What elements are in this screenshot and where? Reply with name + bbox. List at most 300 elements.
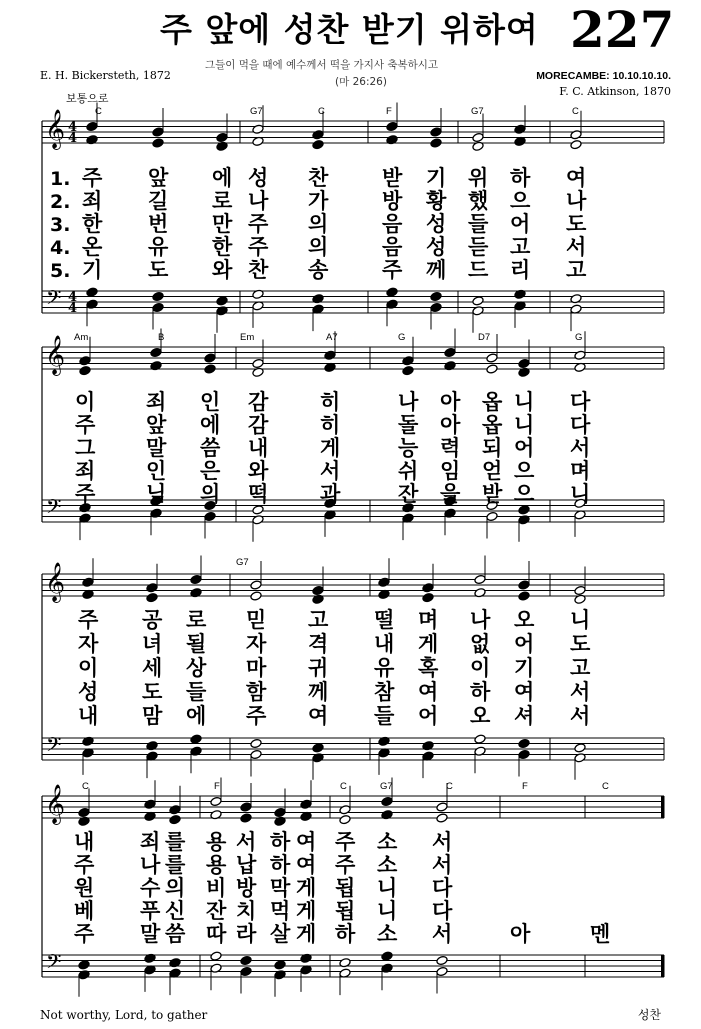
notehead bbox=[252, 124, 264, 134]
notehead bbox=[146, 592, 158, 602]
time-signature: 4 bbox=[68, 301, 78, 316]
lyric-syllable: 고 bbox=[510, 235, 531, 259]
lyric-syllable: 다 bbox=[570, 390, 591, 414]
lyric-syllable: 서 bbox=[432, 853, 453, 877]
lyric-syllable: 에 bbox=[212, 166, 233, 190]
notehead bbox=[86, 121, 98, 131]
chord-symbol: G7 bbox=[236, 557, 249, 568]
lyric-syllable: 니 bbox=[514, 413, 535, 437]
lyric-syllable: 공 bbox=[142, 608, 163, 632]
lyric-syllable: 여 bbox=[296, 853, 317, 877]
lyric-syllable: 세 bbox=[142, 656, 163, 680]
time-signature: 4 bbox=[68, 290, 78, 305]
lyric-syllable: 과 bbox=[320, 482, 341, 506]
notehead bbox=[79, 356, 91, 366]
notehead bbox=[250, 738, 262, 748]
scripture-reference: (마 26:26) bbox=[335, 76, 387, 88]
english-title: Not worthy, Lord, to gather bbox=[40, 1008, 208, 1022]
lyric-syllable: 소 bbox=[377, 853, 398, 877]
lyric-syllable: 나 bbox=[140, 853, 161, 877]
lyric-syllable: 드 bbox=[468, 258, 489, 282]
notehead bbox=[422, 592, 434, 602]
lyric-syllable: 먹 bbox=[270, 899, 291, 923]
lyric-syllable: 주 bbox=[246, 704, 267, 728]
notehead bbox=[79, 365, 91, 375]
notehead bbox=[252, 505, 264, 515]
lyric-syllable: 함 bbox=[246, 680, 267, 704]
lyric-syllable: 기 bbox=[82, 258, 103, 282]
notehead bbox=[436, 802, 448, 812]
notehead bbox=[474, 734, 486, 744]
notehead bbox=[300, 799, 312, 809]
notehead bbox=[204, 511, 216, 521]
lyric-syllable: 주 bbox=[335, 830, 356, 854]
lyric-syllable: 니 bbox=[570, 608, 591, 632]
lyric-syllable: 됩 bbox=[335, 899, 356, 923]
chord-symbol: C bbox=[95, 106, 102, 117]
lyric-syllable: 기 bbox=[514, 656, 535, 680]
notehead bbox=[472, 296, 484, 306]
notehead bbox=[82, 577, 94, 587]
treble-clef-icon: 𝄞 bbox=[45, 784, 66, 824]
lyric-syllable: 원 bbox=[74, 876, 95, 900]
lyric-syllable: 어 bbox=[514, 436, 535, 460]
lyric-syllable: 아 bbox=[440, 390, 461, 414]
lyric-syllable: 다 bbox=[432, 876, 453, 900]
lyric-syllable: 자 bbox=[246, 632, 267, 656]
treble-clef-icon: 𝄞 bbox=[45, 109, 66, 149]
lyric-syllable: 음 bbox=[382, 212, 403, 236]
lyric-syllable: 한 bbox=[82, 212, 103, 236]
notehead bbox=[474, 574, 486, 584]
final-barline bbox=[661, 955, 664, 977]
lyric-syllable: 따 bbox=[206, 922, 227, 946]
treble-staff bbox=[42, 347, 664, 369]
lyric-syllable: 돌 bbox=[398, 413, 419, 437]
lyric-syllable: 고 bbox=[308, 608, 329, 632]
lyric-syllable: 에 bbox=[186, 704, 207, 728]
lyric-syllable: 신 bbox=[165, 899, 186, 923]
notehead bbox=[430, 127, 442, 137]
lyric-syllable: 께 bbox=[426, 258, 447, 282]
lyric-syllable: 도 bbox=[148, 258, 169, 282]
lyric-syllable: 주 bbox=[75, 482, 96, 506]
notehead bbox=[339, 805, 351, 815]
author-credit: E. H. Bickersteth, 1872 bbox=[40, 69, 171, 82]
bass-clef-icon: 𝄢 bbox=[46, 950, 62, 978]
chord-symbol: D7 bbox=[478, 332, 491, 343]
tempo-marking: 보통으로 bbox=[66, 92, 109, 105]
lyric-syllable: 서 bbox=[570, 436, 591, 460]
lyric-syllable: 주 bbox=[74, 922, 95, 946]
notehead bbox=[204, 353, 216, 363]
lyric-syllable: 씀 bbox=[200, 436, 221, 460]
treble-clef-icon: 𝄞 bbox=[45, 335, 66, 375]
lyric-syllable: 성 bbox=[426, 212, 447, 236]
lyric-syllable: 막 bbox=[270, 876, 291, 900]
lyric-syllable: 로 bbox=[212, 189, 233, 213]
lyric-syllable: 얻 bbox=[482, 459, 503, 483]
lyric-syllable: 여 bbox=[296, 830, 317, 854]
lyric-syllable: 어 bbox=[514, 632, 535, 656]
lyric-syllable: 니 bbox=[377, 899, 398, 923]
lyric-syllable: 참 bbox=[374, 680, 395, 704]
notehead bbox=[514, 124, 526, 134]
lyric-syllable: 앞 bbox=[148, 166, 169, 190]
lyric-syllable: 셔 bbox=[514, 704, 535, 728]
chord-symbol: C bbox=[446, 781, 453, 792]
lyric-syllable: 서 bbox=[570, 680, 591, 704]
notehead bbox=[339, 814, 351, 824]
lyric-syllable: 와 bbox=[248, 459, 269, 483]
notehead bbox=[472, 132, 484, 142]
lyric-syllable: 다 bbox=[570, 413, 591, 437]
lyric-syllable: 력 bbox=[440, 436, 461, 460]
lyric-syllable: 고 bbox=[566, 258, 587, 282]
lyric-syllable: 성 bbox=[248, 166, 269, 190]
lyric-syllable: 니 bbox=[514, 390, 535, 414]
time-signature: 4 bbox=[68, 131, 78, 146]
lyric-syllable: 귀 bbox=[308, 656, 329, 680]
lyric-syllable: 인 bbox=[200, 390, 221, 414]
lyric-syllable: 주 bbox=[335, 853, 356, 877]
notehead bbox=[486, 511, 498, 521]
lyric-syllable: 주 bbox=[74, 853, 95, 877]
notehead bbox=[436, 966, 448, 976]
notehead bbox=[240, 966, 252, 976]
lyric-syllable: 서 bbox=[566, 235, 587, 259]
hymn-number: 227 bbox=[570, 0, 675, 59]
lyric-syllable: 씀 bbox=[165, 922, 186, 946]
verse-number: 4. bbox=[50, 237, 71, 259]
chord-symbol: F bbox=[214, 781, 220, 792]
lyric-syllable: 히 bbox=[320, 390, 341, 414]
lyric-syllable: 되 bbox=[482, 436, 503, 460]
chord-symbol: F bbox=[386, 106, 392, 117]
notehead bbox=[250, 580, 262, 590]
amen-syllable: 아 bbox=[510, 922, 531, 946]
lyric-syllable: 없 bbox=[470, 632, 491, 656]
notehead bbox=[486, 353, 498, 363]
lyric-syllable: 유 bbox=[148, 235, 169, 259]
lyric-syllable: 상 bbox=[186, 656, 207, 680]
lyric-syllable: 고 bbox=[570, 656, 591, 680]
treble-clef-icon: 𝄞 bbox=[45, 562, 66, 602]
lyric-syllable: 푸 bbox=[140, 899, 161, 923]
lyric-syllable: 방 bbox=[382, 189, 403, 213]
notehead bbox=[570, 130, 582, 140]
lyric-syllable: 게 bbox=[296, 876, 317, 900]
lyric-syllable: 이 bbox=[78, 656, 99, 680]
notehead bbox=[78, 807, 90, 817]
notehead bbox=[190, 574, 202, 584]
notehead bbox=[152, 127, 164, 137]
lyric-syllable: 살 bbox=[270, 922, 291, 946]
notehead bbox=[86, 287, 98, 297]
lyric-syllable: 하 bbox=[270, 830, 291, 854]
notehead bbox=[169, 805, 181, 815]
lyric-syllable: 듣 bbox=[468, 235, 489, 259]
lyric-syllable: 소 bbox=[377, 830, 398, 854]
lyric-syllable: 하 bbox=[470, 680, 491, 704]
notehead bbox=[240, 802, 252, 812]
lyric-syllable: 서 bbox=[320, 459, 341, 483]
lyric-syllable: 으 bbox=[514, 459, 535, 483]
lyric-syllable: 받 bbox=[482, 482, 503, 506]
lyric-syllable: 베 bbox=[74, 899, 95, 923]
lyric-syllable: 나 bbox=[566, 189, 587, 213]
lyric-syllable: 성 bbox=[426, 235, 447, 259]
lyric-syllable: 한 bbox=[212, 235, 233, 259]
lyric-syllable: 들 bbox=[186, 680, 207, 704]
lyric-syllable: 용 bbox=[206, 853, 227, 877]
notehead bbox=[518, 358, 530, 368]
lyric-syllable: 서 bbox=[236, 830, 257, 854]
notehead bbox=[312, 743, 324, 753]
lyric-syllable: 내 bbox=[78, 704, 99, 728]
lyric-syllable: 와 bbox=[212, 258, 233, 282]
chord-symbol: A7 bbox=[326, 332, 338, 343]
notehead bbox=[150, 347, 162, 357]
lyric-syllable: 맘 bbox=[142, 704, 163, 728]
notehead bbox=[402, 356, 414, 366]
lyric-syllable: 죄 bbox=[75, 459, 96, 483]
notehead bbox=[381, 796, 393, 806]
lyric-syllable: 주 bbox=[75, 413, 96, 437]
notehead bbox=[312, 130, 324, 140]
lyric-syllable: 도 bbox=[570, 632, 591, 656]
lyric-syllable: 히 bbox=[320, 413, 341, 437]
notehead bbox=[216, 296, 228, 306]
notehead bbox=[518, 591, 530, 601]
notehead bbox=[574, 350, 586, 360]
notehead bbox=[152, 291, 164, 301]
lyric-syllable: 서 bbox=[432, 830, 453, 854]
lyric-syllable: 기 bbox=[426, 166, 447, 190]
lyric-syllable: 님 bbox=[146, 482, 167, 506]
page-title: 주 앞에 성찬 받기 위하여 bbox=[160, 10, 539, 49]
notehead bbox=[436, 813, 448, 823]
lyric-syllable: 게 bbox=[296, 899, 317, 923]
lyric-syllable: 내 bbox=[248, 436, 269, 460]
lyric-syllable: 송 bbox=[308, 258, 329, 282]
lyric-syllable: 임 bbox=[440, 459, 461, 483]
chord-symbol: C bbox=[572, 106, 579, 117]
lyric-syllable: 그 bbox=[75, 436, 96, 460]
final-barline bbox=[661, 796, 664, 818]
lyric-syllable: 니 bbox=[570, 482, 591, 506]
chord-symbol: C bbox=[82, 781, 89, 792]
treble-staff bbox=[42, 796, 664, 818]
notehead bbox=[324, 350, 336, 360]
lyric-syllable: 믿 bbox=[246, 608, 267, 632]
lyric-syllable: 도 bbox=[142, 680, 163, 704]
lyric-syllable: 황 bbox=[426, 189, 447, 213]
lyric-syllable: 내 bbox=[74, 830, 95, 854]
notehead bbox=[486, 364, 498, 374]
lyric-syllable: 은 bbox=[200, 459, 221, 483]
lyric-syllable: 성 bbox=[78, 680, 99, 704]
notehead bbox=[144, 799, 156, 809]
notehead bbox=[378, 577, 390, 587]
lyric-syllable: 소 bbox=[377, 922, 398, 946]
lyric-syllable: 쉬 bbox=[398, 459, 419, 483]
lyric-syllable: 주 bbox=[248, 235, 269, 259]
lyric-syllable: 을 bbox=[440, 482, 461, 506]
notehead bbox=[312, 585, 324, 595]
notehead bbox=[518, 580, 530, 590]
chord-symbol: Am bbox=[74, 332, 89, 343]
lyric-syllable: 감 bbox=[248, 413, 269, 437]
notehead bbox=[381, 951, 393, 961]
lyric-syllable: 이 bbox=[75, 390, 96, 414]
notehead bbox=[430, 302, 442, 312]
notehead bbox=[430, 291, 442, 301]
chord-symbol: G7 bbox=[250, 106, 263, 117]
lyric-syllable: 를 bbox=[165, 830, 186, 854]
lyric-syllable: 나 bbox=[398, 390, 419, 414]
lyric-syllable: 주 bbox=[248, 212, 269, 236]
verse-number: 3. bbox=[50, 214, 71, 236]
lyric-syllable: 들 bbox=[468, 212, 489, 236]
lyric-syllable: 능 bbox=[398, 436, 419, 460]
lyric-syllable: 어 bbox=[418, 704, 439, 728]
lyric-syllable: 로 bbox=[186, 608, 207, 632]
lyric-syllable: 용 bbox=[206, 830, 227, 854]
notehead bbox=[436, 955, 448, 965]
notehead bbox=[204, 364, 216, 374]
tune-name: MORECAMBE: 10.10.10.10. bbox=[536, 70, 671, 82]
notehead bbox=[240, 955, 252, 965]
hymn-category: 성찬 bbox=[637, 1008, 661, 1022]
lyric-syllable: 여 bbox=[566, 166, 587, 190]
lyric-syllable: 오 bbox=[470, 704, 491, 728]
notehead bbox=[250, 749, 262, 759]
chord-symbol: B bbox=[158, 332, 165, 343]
chord-symbol: C bbox=[318, 106, 325, 117]
notehead bbox=[252, 358, 264, 368]
lyric-syllable: 됩 bbox=[335, 876, 356, 900]
lyric-syllable: 번 bbox=[148, 212, 169, 236]
lyric-syllable: 말 bbox=[140, 922, 161, 946]
lyric-syllable: 인 bbox=[146, 459, 167, 483]
lyric-syllable: 니 bbox=[377, 876, 398, 900]
notehead bbox=[274, 807, 286, 817]
notehead bbox=[518, 505, 530, 515]
lyric-syllable: 말 bbox=[146, 436, 167, 460]
lyric-syllable: 주 bbox=[82, 166, 103, 190]
notehead bbox=[430, 138, 442, 148]
lyric-syllable: 에 bbox=[200, 413, 221, 437]
notehead bbox=[216, 132, 228, 142]
notehead bbox=[210, 796, 222, 806]
notehead bbox=[250, 591, 262, 601]
lyric-syllable: 라 bbox=[236, 922, 257, 946]
lyric-syllable: 며 bbox=[570, 459, 591, 483]
lyric-syllable: 여 bbox=[514, 680, 535, 704]
lyric-syllable: 서 bbox=[570, 704, 591, 728]
chord-symbol: G bbox=[398, 332, 406, 343]
chord-symbol: C bbox=[602, 781, 609, 792]
lyric-syllable: 납 bbox=[236, 853, 257, 877]
lyric-syllable: 떨 bbox=[374, 608, 395, 632]
chord-symbol: G bbox=[575, 332, 583, 343]
lyric-syllable: 의 bbox=[165, 876, 186, 900]
lyric-syllable: 음 bbox=[382, 235, 403, 259]
bass-staff bbox=[42, 955, 664, 977]
lyric-syllable: 수 bbox=[140, 876, 161, 900]
lyric-syllable: 나 bbox=[248, 189, 269, 213]
treble-staff bbox=[42, 121, 664, 143]
lyric-syllable: 옵 bbox=[482, 390, 503, 414]
lyric-syllable: 혹 bbox=[418, 656, 439, 680]
notehead bbox=[146, 583, 158, 593]
lyric-syllable: 유 bbox=[374, 656, 395, 680]
lyric-syllable: 를 bbox=[165, 853, 186, 877]
notehead bbox=[574, 585, 586, 595]
time-signature: 4 bbox=[68, 120, 78, 135]
lyric-syllable: 며 bbox=[418, 608, 439, 632]
lyric-syllable: 될 bbox=[186, 632, 207, 656]
lyric-syllable: 찬 bbox=[248, 258, 269, 282]
lyric-syllable: 아 bbox=[440, 413, 461, 437]
notehead bbox=[386, 287, 398, 297]
chord-symbol: G7 bbox=[380, 781, 393, 792]
lyric-syllable: 리 bbox=[510, 258, 531, 282]
scripture-verse: 그들이 먹을 때에 예수께서 떡을 가지사 축복하시고 bbox=[205, 59, 439, 71]
notehead bbox=[570, 139, 582, 149]
lyric-syllable: 가 bbox=[308, 189, 329, 213]
notehead bbox=[312, 139, 324, 149]
chord-symbol: Em bbox=[240, 332, 255, 343]
composer-credit: F. C. Atkinson, 1870 bbox=[559, 85, 671, 98]
lyric-syllable: 온 bbox=[82, 235, 103, 259]
lyric-syllable: 죄 bbox=[82, 189, 103, 213]
lyric-syllable: 게 bbox=[418, 632, 439, 656]
lyric-syllable: 죄 bbox=[140, 830, 161, 854]
lyric-syllable: 서 bbox=[432, 922, 453, 946]
lyric-syllable: 주 bbox=[382, 258, 403, 282]
notehead bbox=[152, 138, 164, 148]
lyric-syllable: 다 bbox=[432, 899, 453, 923]
amen-syllable: 멘 bbox=[590, 922, 611, 946]
treble-staff bbox=[42, 574, 664, 596]
verse-number: 5. bbox=[50, 260, 71, 282]
notehead bbox=[518, 749, 530, 759]
lyric-syllable: 어 bbox=[510, 212, 531, 236]
lyric-syllable: 녀 bbox=[142, 632, 163, 656]
bass-staff bbox=[42, 738, 664, 760]
lyric-syllable: 받 bbox=[382, 166, 403, 190]
notehead bbox=[402, 365, 414, 375]
lyric-syllable: 오 bbox=[514, 608, 535, 632]
lyric-syllable: 게 bbox=[296, 922, 317, 946]
lyric-syllable: 의 bbox=[200, 482, 221, 506]
lyric-syllable: 떡 bbox=[248, 482, 269, 506]
lyric-syllable: 방 bbox=[236, 876, 257, 900]
lyric-syllable: 치 bbox=[236, 899, 257, 923]
lyric-syllable: 께 bbox=[308, 680, 329, 704]
notehead bbox=[444, 347, 456, 357]
lyric-syllable: 여 bbox=[308, 704, 329, 728]
lyric-syllable: 하 bbox=[510, 166, 531, 190]
notehead bbox=[210, 951, 222, 961]
lyric-syllable: 하 bbox=[270, 853, 291, 877]
lyric-syllable: 위 bbox=[468, 166, 489, 190]
chord-symbol: C bbox=[340, 781, 347, 792]
verse-number: 1. bbox=[50, 168, 71, 190]
notehead bbox=[240, 813, 252, 823]
